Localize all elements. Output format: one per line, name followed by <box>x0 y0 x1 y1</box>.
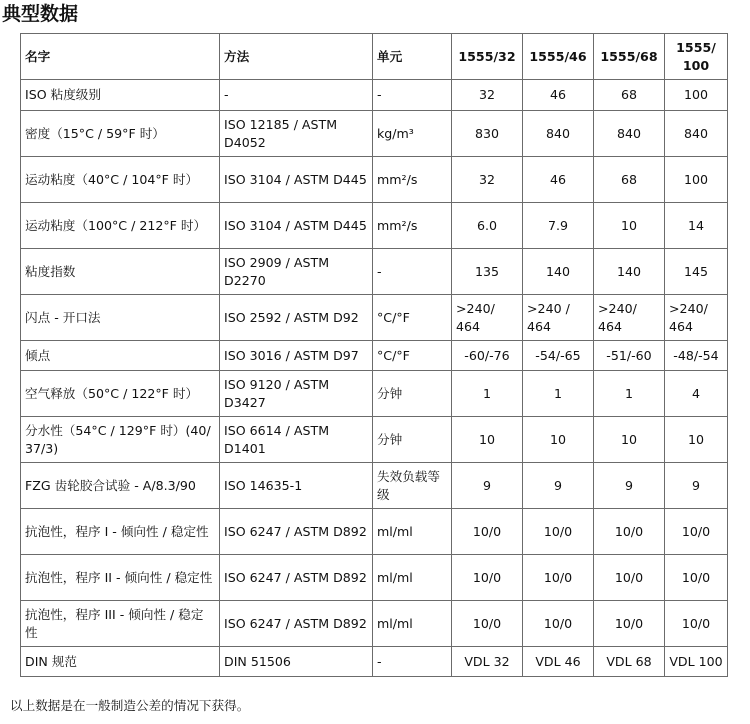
value-1555-46: 46 <box>523 157 594 203</box>
value-1555-32: >240/ 464 <box>452 295 523 341</box>
property-name-cell: 倾点 <box>21 341 220 371</box>
test-method-cell: ISO 2592 / ASTM D92 <box>220 295 373 341</box>
table-row <box>21 203 728 249</box>
value-1555-68: >240/ 464 <box>594 295 665 341</box>
value-1555-100: 10/0 <box>665 601 728 647</box>
property-name-cell: 空气释放（50°C / 122°F 时） <box>21 371 220 417</box>
table-row <box>21 157 728 203</box>
table-row <box>21 295 728 341</box>
table-row <box>21 80 728 111</box>
unit-cell: - <box>373 647 452 677</box>
value-1555-46: 10/0 <box>523 601 594 647</box>
header-name: 名字 <box>21 34 220 80</box>
property-name-cell: 运动粘度（40°C / 104°F 时） <box>21 157 220 203</box>
test-method-cell: ISO 6247 / ASTM D892 <box>220 555 373 601</box>
value-1555-68: -51/-60 <box>594 341 665 371</box>
header-method: 方法 <box>220 34 373 80</box>
value-1555-100: 100 <box>665 157 728 203</box>
value-1555-46: 1 <box>523 371 594 417</box>
property-name-cell: 运动粘度（100°C / 212°F 时） <box>21 203 220 249</box>
value-1555-68: VDL 68 <box>594 647 665 677</box>
table-row <box>21 555 728 601</box>
value-1555-100: >240/ 464 <box>665 295 728 341</box>
header-1555-68: 1555/68 <box>594 34 665 80</box>
value-1555-32: 830 <box>452 111 523 157</box>
value-1555-46: -54/-65 <box>523 341 594 371</box>
table-row <box>21 371 728 417</box>
value-1555-68: 10/0 <box>594 555 665 601</box>
value-1555-68: 10 <box>594 417 665 463</box>
value-1555-32: 10/0 <box>452 555 523 601</box>
value-1555-100: 145 <box>665 249 728 295</box>
unit-cell: °C/°F <box>373 341 452 371</box>
table-row <box>21 509 728 555</box>
value-1555-46: VDL 46 <box>523 647 594 677</box>
value-1555-100: 14 <box>665 203 728 249</box>
table-row <box>21 463 728 509</box>
property-name-cell: 闪点 - 开口法 <box>21 295 220 341</box>
unit-cell: ml/ml <box>373 601 452 647</box>
value-1555-68: 840 <box>594 111 665 157</box>
test-method-cell: ISO 9120 / ASTM D3427 <box>220 371 373 417</box>
value-1555-32: 10 <box>452 417 523 463</box>
value-1555-68: 10/0 <box>594 601 665 647</box>
unit-cell: mm²/s <box>373 157 452 203</box>
value-1555-100: 4 <box>665 371 728 417</box>
value-1555-46: 10 <box>523 417 594 463</box>
table-row <box>21 249 728 295</box>
value-1555-32: 135 <box>452 249 523 295</box>
value-1555-46: 10/0 <box>523 509 594 555</box>
test-method-cell: DIN 51506 <box>220 647 373 677</box>
test-method-cell: ISO 3016 / ASTM D97 <box>220 341 373 371</box>
value-1555-46: >240 / 464 <box>523 295 594 341</box>
unit-cell: ml/ml <box>373 509 452 555</box>
unit-cell: 失效负载等级 <box>373 463 452 509</box>
table-row <box>21 647 728 677</box>
value-1555-46: 7.9 <box>523 203 594 249</box>
unit-cell: 分钟 <box>373 417 452 463</box>
property-name-cell: 抗泡性，程序 III - 倾向性 / 稳定性 <box>21 601 220 647</box>
value-1555-32: 32 <box>452 157 523 203</box>
header-1555-46: 1555/46 <box>523 34 594 80</box>
value-1555-68: 140 <box>594 249 665 295</box>
property-name-cell: DIN 规范 <box>21 647 220 677</box>
value-1555-32: 32 <box>452 80 523 111</box>
page-title: 典型数据 <box>2 3 79 25</box>
property-name-cell: 抗泡性，程序 II - 倾向性 / 稳定性 <box>21 555 220 601</box>
test-method-cell: ISO 14635-1 <box>220 463 373 509</box>
unit-cell: ml/ml <box>373 555 452 601</box>
header-1555-100: 1555/ 100 <box>665 34 728 80</box>
table-row <box>21 417 728 463</box>
value-1555-68: 10 <box>594 203 665 249</box>
footnote: 以上数据是在一般制造公差的情况下获得。 <box>10 698 250 713</box>
test-method-cell: ISO 6247 / ASTM D892 <box>220 601 373 647</box>
unit-cell: - <box>373 80 452 111</box>
unit-cell: kg/m³ <box>373 111 452 157</box>
unit-cell: - <box>373 249 452 295</box>
unit-cell: °C/°F <box>373 295 452 341</box>
value-1555-100: VDL 100 <box>665 647 728 677</box>
property-name-cell: 分水性（54°C / 129°F 时）(40/ 37/3) <box>21 417 220 463</box>
value-1555-46: 9 <box>523 463 594 509</box>
table-row <box>21 341 728 371</box>
value-1555-100: -48/-54 <box>665 341 728 371</box>
value-1555-68: 9 <box>594 463 665 509</box>
value-1555-68: 10/0 <box>594 509 665 555</box>
header-1555-32: 1555/32 <box>452 34 523 80</box>
table-row <box>21 601 728 647</box>
value-1555-46: 46 <box>523 80 594 111</box>
value-1555-100: 840 <box>665 111 728 157</box>
test-method-cell: - <box>220 80 373 111</box>
value-1555-100: 10/0 <box>665 509 728 555</box>
property-name-cell: ISO 粘度级别 <box>21 80 220 111</box>
header-unit: 单元 <box>373 34 452 80</box>
value-1555-46: 10/0 <box>523 555 594 601</box>
property-name-cell: 抗泡性，程序 I - 倾向性 / 稳定性 <box>21 509 220 555</box>
value-1555-68: 1 <box>594 371 665 417</box>
test-method-cell: ISO 3104 / ASTM D445 <box>220 157 373 203</box>
value-1555-32: -60/-76 <box>452 341 523 371</box>
test-method-cell: ISO 6614 / ASTM D1401 <box>220 417 373 463</box>
value-1555-46: 140 <box>523 249 594 295</box>
test-method-cell: ISO 12185 / ASTM D4052 <box>220 111 373 157</box>
property-name-cell: FZG 齿轮胶合试验 - A/8.3/90 <box>21 463 220 509</box>
unit-cell: mm²/s <box>373 203 452 249</box>
value-1555-68: 68 <box>594 80 665 111</box>
test-method-cell: ISO 3104 / ASTM D445 <box>220 203 373 249</box>
test-method-cell: ISO 6247 / ASTM D892 <box>220 509 373 555</box>
value-1555-46: 840 <box>523 111 594 157</box>
value-1555-32: 1 <box>452 371 523 417</box>
value-1555-100: 10/0 <box>665 555 728 601</box>
value-1555-100: 9 <box>665 463 728 509</box>
value-1555-32: 9 <box>452 463 523 509</box>
value-1555-32: 10/0 <box>452 509 523 555</box>
value-1555-32: 10/0 <box>452 601 523 647</box>
test-method-cell: ISO 2909 / ASTM D2270 <box>220 249 373 295</box>
unit-cell: 分钟 <box>373 371 452 417</box>
typical-data-table <box>20 33 728 677</box>
property-name-cell: 密度（15°C / 59°F 时） <box>21 111 220 157</box>
table-row <box>21 111 728 157</box>
value-1555-32: 6.0 <box>452 203 523 249</box>
header-row <box>21 34 728 80</box>
value-1555-68: 68 <box>594 157 665 203</box>
value-1555-32: VDL 32 <box>452 647 523 677</box>
value-1555-100: 100 <box>665 80 728 111</box>
value-1555-100: 10 <box>665 417 728 463</box>
property-name-cell: 粘度指数 <box>21 249 220 295</box>
